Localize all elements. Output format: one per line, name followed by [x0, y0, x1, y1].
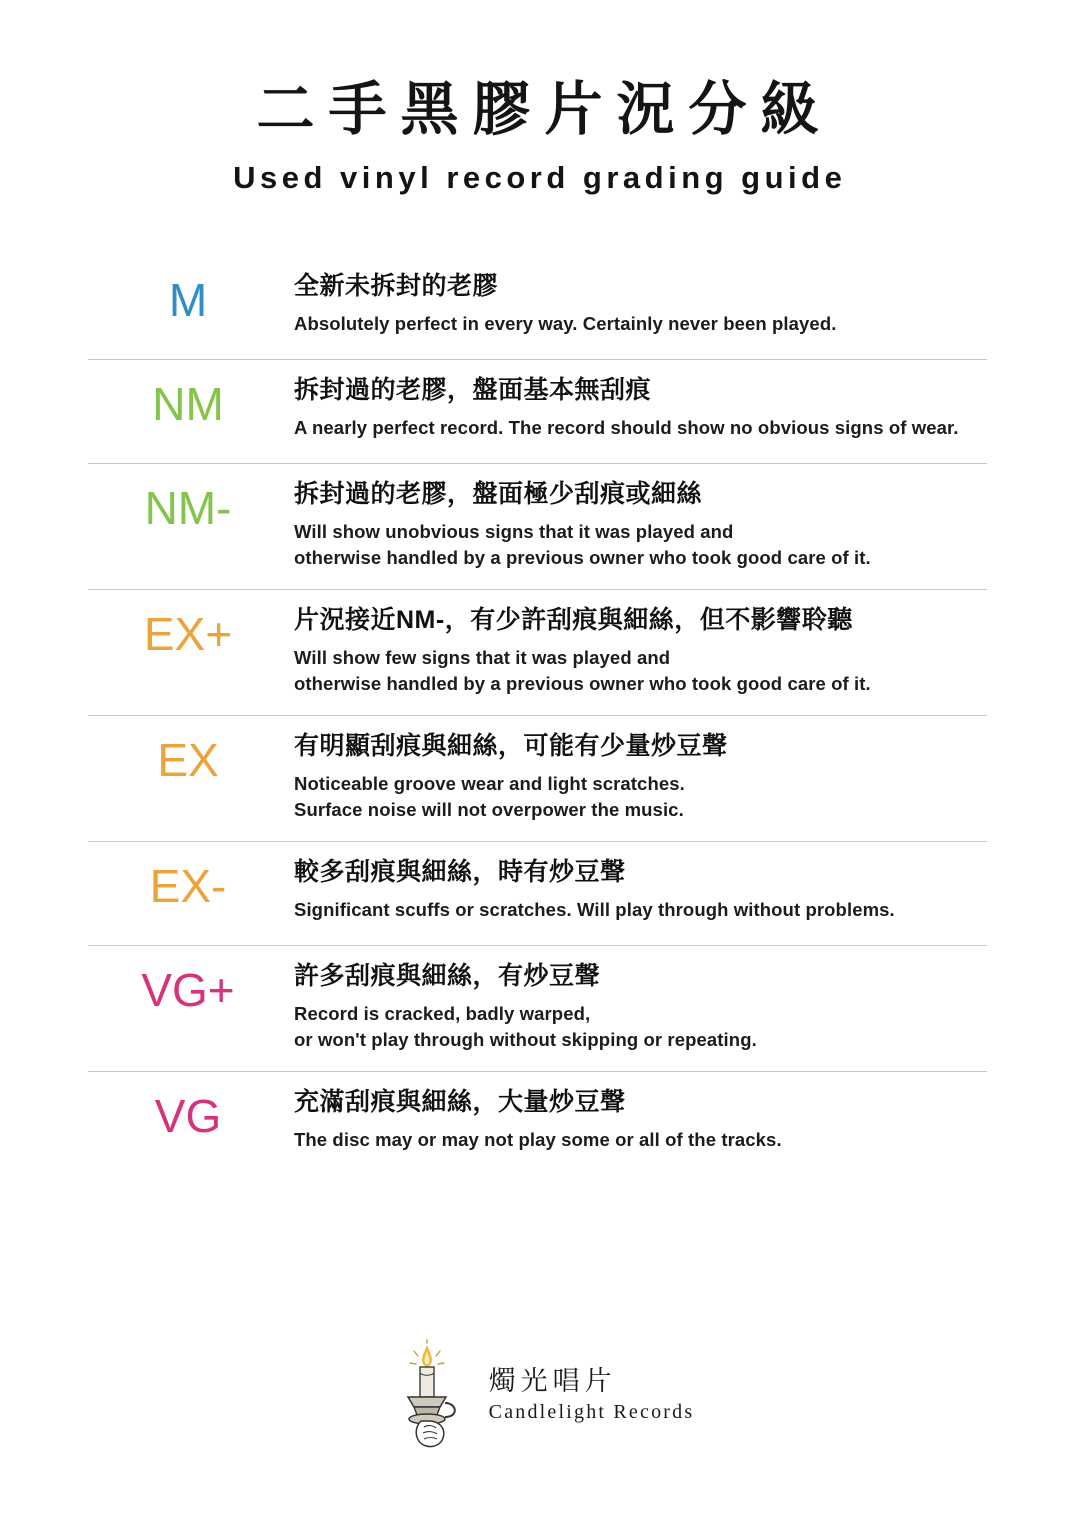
grade-description-en [294, 771, 987, 825]
grade-text [288, 852, 987, 924]
grade-row [88, 590, 987, 716]
page-title-cn: 二手黑膠片況分級 [256, 77, 833, 142]
grade-description-en [294, 645, 987, 699]
grade-description-en [294, 897, 987, 924]
grade-description-en-line: otherwise handled by a previous owner who took good care of it. [294, 547, 871, 569]
grade-row [88, 360, 987, 464]
candlestick-icon [381, 1339, 473, 1451]
brand-text [489, 1365, 695, 1426]
grade-description-cn: 有明顯刮痕與細絲，可能有少量炒豆聲 [294, 731, 728, 760]
grade-row [88, 716, 987, 842]
grade-code: EX- [149, 859, 227, 912]
grade-code: EX+ [143, 607, 233, 660]
grade-description-en-line: Absolutely perfect in every way. Certainly never been played. [294, 312, 837, 334]
grade-code: M [168, 273, 208, 326]
grade-text [288, 600, 987, 698]
grade-row [88, 946, 987, 1072]
grade-code: EX [157, 733, 219, 786]
grade-row [88, 256, 987, 360]
grade-text [288, 370, 987, 442]
grade-description-en-line: The disc may or may not play some or all of the tracks. [294, 1128, 782, 1150]
grade-description-cn: 片況接近NM-，有少許刮痕與細絲，但不影響聆聽 [294, 605, 853, 634]
grade-description-en-line: Significant scuffs or scratches. Will play through without problems. [294, 898, 895, 920]
grade-description-en [294, 1001, 987, 1055]
grade-description-cn: 較多刮痕與細絲，時有炒豆聲 [294, 857, 626, 886]
grade-description-en [294, 415, 987, 442]
grade-description-en [294, 311, 987, 338]
grade-description-cn: 拆封過的老膠，盤面極少刮痕或細絲 [294, 479, 703, 508]
grade-description-en-line: Surface noise will not overpower the music. [294, 799, 684, 821]
grade-code: VG [154, 1089, 222, 1142]
grade-text [288, 266, 987, 338]
grade-row [88, 464, 987, 590]
grade-row [88, 1072, 987, 1176]
grade-code: VG+ [141, 963, 235, 1016]
grade-description-en-line: Noticeable groove wear and light scratches. [294, 772, 685, 794]
grade-description-cn: 全新未拆封的老膠 [294, 271, 499, 300]
grade-text [288, 474, 987, 572]
grade-description-en-line: Will show unobvious signs that it was played and [294, 520, 734, 542]
grade-description-en-line: Record is cracked, badly warped, [294, 1002, 591, 1024]
grade-description-cn: 許多刮痕與細絲，有炒豆聲 [294, 961, 601, 990]
grade-description-en-line: A nearly perfect record. The record should show no obvious signs of wear. [294, 416, 959, 438]
grade-text [288, 726, 987, 824]
grade-row [88, 842, 987, 946]
grade-description-en-line: Will show few signs that it was played and [294, 646, 671, 668]
page-header [0, 0, 1075, 196]
page-title-en: Used vinyl record grading guide [233, 159, 847, 195]
grade-description-en-line: or won't play through without skipping or repeating. [294, 1029, 757, 1051]
grade-code: NM [152, 377, 224, 430]
grade-description-cn: 充滿刮痕與細絲，大量炒豆聲 [294, 1087, 626, 1116]
grade-description-en [294, 1127, 987, 1154]
grade-text [288, 1082, 987, 1154]
grade-description-en-line: otherwise handled by a previous owner who took good care of it. [294, 673, 871, 695]
brand-name-en: Candlelight Records [488, 1401, 695, 1424]
grade-description-en [294, 519, 987, 573]
grade-code: NM- [144, 481, 232, 534]
brand-name-cn: 燭光唱片 [488, 1365, 617, 1396]
grades-list [88, 256, 987, 1176]
grade-description-cn: 拆封過的老膠，盤面基本無刮痕 [294, 375, 652, 404]
footer-brand [0, 1339, 1075, 1451]
grade-text [288, 956, 987, 1054]
